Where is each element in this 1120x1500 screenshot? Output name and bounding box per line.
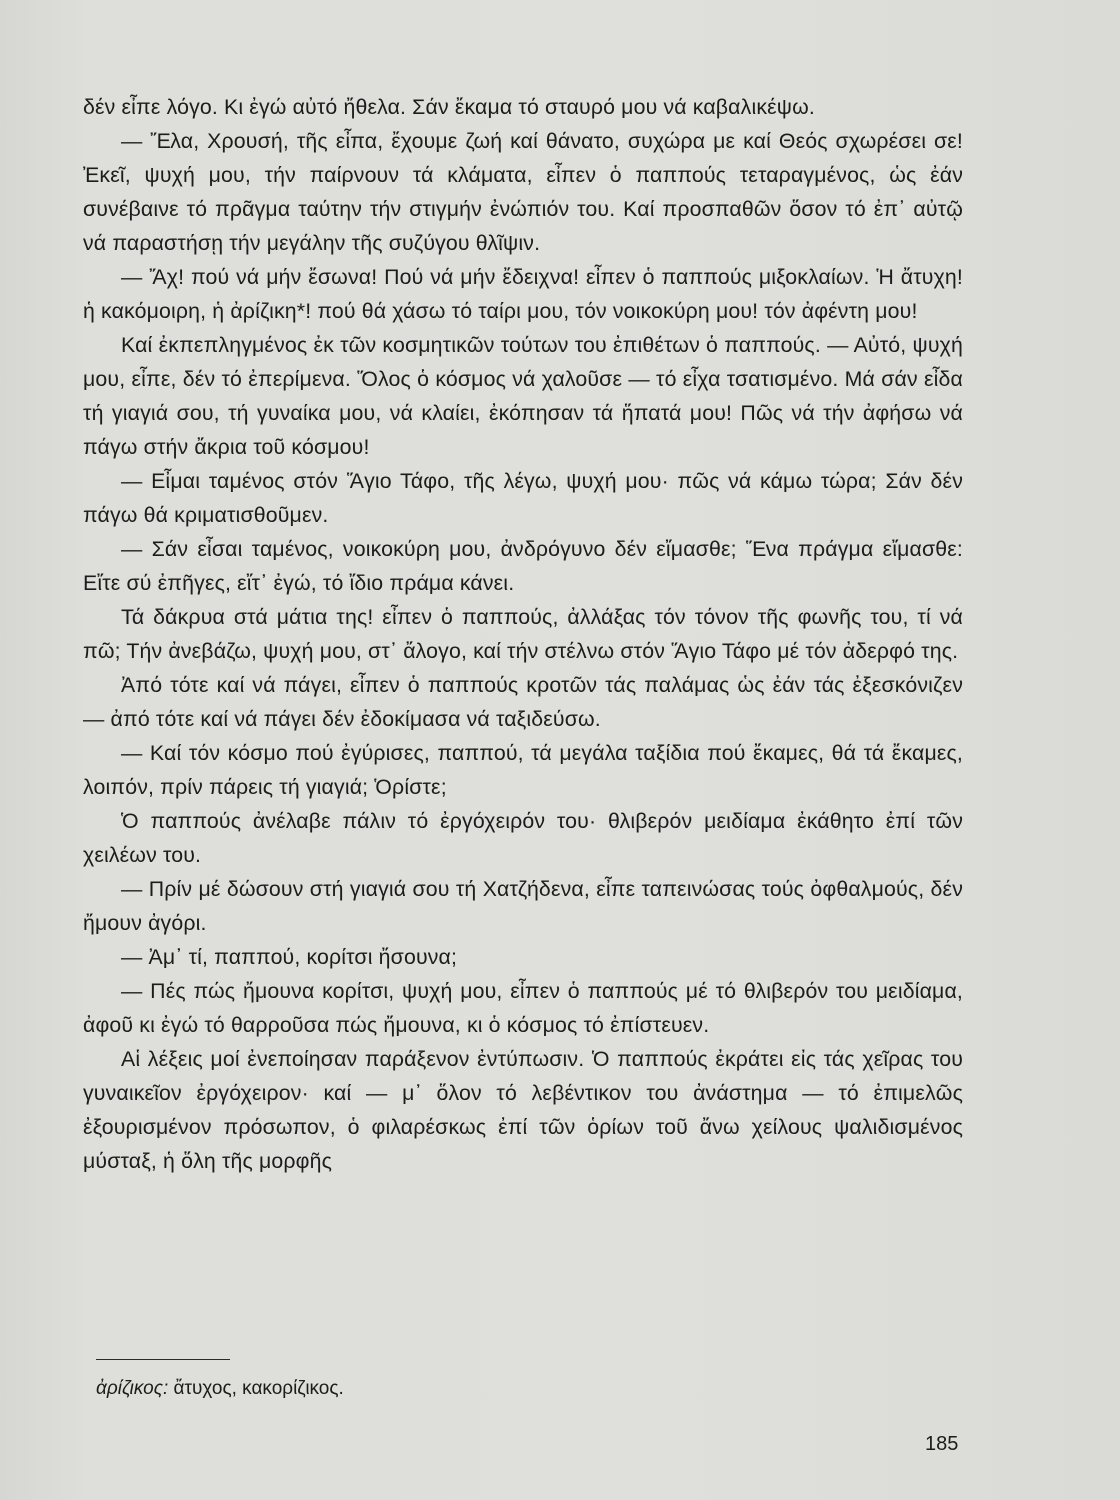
footnote <box>96 1375 344 1403</box>
paragraph: — Ἀμ᾽ τί, παππού, κορίτσι ἤσουνα; <box>121 945 458 969</box>
footnote-definition: ἄτυχος, κακορίζικος. <box>173 1378 344 1399</box>
paragraph: — Ἔλα, Χρουσή, τῆς εἶπα, ἔχουμε ζωή καί θάνατο, συχώρα με καί Θεός σχωρέσει σε! Ἐκεῖ, ψυχή μου, τήν παίρνουν τά κλάματα, εἶπεν ὁ παππούς τεταραγμένος, ὡς ἐάν συνέβαινε τό πρᾶγμα ταύτην τήν στιγμήν ἐνώπιόν του. Καί προσπαθῶν ὅσον τό ἐπ᾽ αὐτῷ νά παραστήσῃ τήν μεγάλην τῆς συζύγου θλῖψιν. <box>83 129 963 255</box>
paragraph: — Εἶμαι ταμένος στόν Ἅγιο Τάφο, τῆς λέγω, ψυχή μου· πῶς νά κάμω τώρα; Σάν δέν πάγω θά κριματισθοῦμεν. <box>83 469 963 527</box>
page-number: 185 <box>925 1433 959 1455</box>
paragraph: — Πρίν μέ δώσουν στή γιαγιά σου τή Χατζήδενα, εἶπε ταπεινώσας τούς ὀφθαλμούς, δέν ἤμουν ἀγόρι. <box>83 877 963 935</box>
paragraph: Ἀπό τότε καί νά πάγει, εἶπεν ὁ παππούς κροτῶν τάς παλάμας ὡς ἐάν τάς ἐξεσκόνιζεν — ἀπό τότε καί νά πάγει δέν ἐδοκίμασα νά ταξιδεύσω. <box>83 673 963 731</box>
paragraph: — Σάν εἶσαι ταμένος, νοικοκύρη μου, ἀνδρόγυνο δέν εἴμασθε; Ἕνα πράγμα εἴμασθε: Εἴτε σύ ἐπῆγες, εἴτ᾽ ἐγώ, τό ἴδιο πράμα κάνει. <box>83 537 963 595</box>
body-text <box>83 90 963 1178</box>
paragraph: — Πές πώς ἤμουνα κορίτσι, ψυχή μου, εἶπεν ὁ παππούς μέ τό θλιβερόν του μειδίαμα, ἀφοῦ κι ἐγώ τό θαρροῦσα πώς ἤμουνα, κι ὁ κόσμος τό ἐπίστευεν. <box>83 979 963 1037</box>
paragraph: — Ἄχ! πού νά μήν ἔσωνα! Πού νά μήν ἔδειχνα! εἶπεν ὁ παππούς μιξοκλαίων. Ἡ ἄτυχη! ἡ κακόμοιρη, ἡ ἀρίζικη*! πού θά χάσω τό ταίρι μου, τόν νοικοκύρη μου! τόν ἀφέντη μου! <box>83 265 963 323</box>
footnote-term: ἀρίζικος: <box>96 1378 169 1399</box>
paragraph: Ὁ παππούς ἀνέλαβε πάλιν τό ἐργόχειρόν του· θλιβερόν μειδίαμα ἐκάθητο ἐπί τῶν χειλέων του. <box>83 809 963 867</box>
paragraph: Καί ἐκπεπληγμένος ἐκ τῶν κοσμητικῶν τούτων του ἐπιθέτων ὁ παππούς. — Αὐτό, ψυχή μου, εἶπε, δέν τό ἐπερίμενα. Ὅλος ὁ κόσμος νά χαλοῦσε — τό εἶχα τσατισμένο. Μά σάν εἶδα τή γιαγιά σου, τή γυναίκα μου, νά κλαίει, ἐκόπησαν τά ἥπατά μου! Πῶς νά τήν ἀφήσω νά πάγω στήν ἄκρια τοῦ κόσμου! <box>83 333 963 459</box>
paragraph: Αἱ λέξεις μοί ἐνεποίησαν παράξενον ἐντύπωσιν. Ὁ παππούς ἐκράτει εἰς τάς χεῖρας του γυναικεῖον ἐργόχειρον· καί — μ᾽ ὅλον τό λεβέντικον του ἀνάστημα — τό ἐπιμελῶς ἐξουρισμένον πρόσωπον, ὁ φιλαρέσκως ἐπί τῶν ὁρίων τοῦ ἄνω χείλους ψαλιδισμένος μύσταξ, ἡ ὅλη τῆς μορφῆς <box>83 1047 963 1173</box>
paragraph: Τά δάκρυα στά μάτια της! εἶπεν ὁ παππούς, ἀλλάξας τόν τόνον τῆς φωνῆς του, τί νά πῶ; Τήν ἀνεβάζω, ψυχή μου, στ᾽ ἄλογο, καί τήν στέλνω στόν Ἅγιο Τάφο μέ τόν ἀδερφό της. <box>83 605 963 663</box>
paragraph: δέν εἶπε λόγο. Κι ἐγώ αὐτό ἤθελα. Σάν ἔκαμα τό σταυρό μου νά καβαλικέψω. <box>83 95 815 119</box>
footnote-divider <box>96 1359 230 1360</box>
paragraph: — Καί τόν κόσμο πού ἐγύρισες, παππού, τά μεγάλα ταξίδια πού ἔκαμες, θά τά ἔκαμες, λοιπόν, πρίν πάρεις τή γιαγιά; Ὁρίστε; <box>83 741 963 799</box>
